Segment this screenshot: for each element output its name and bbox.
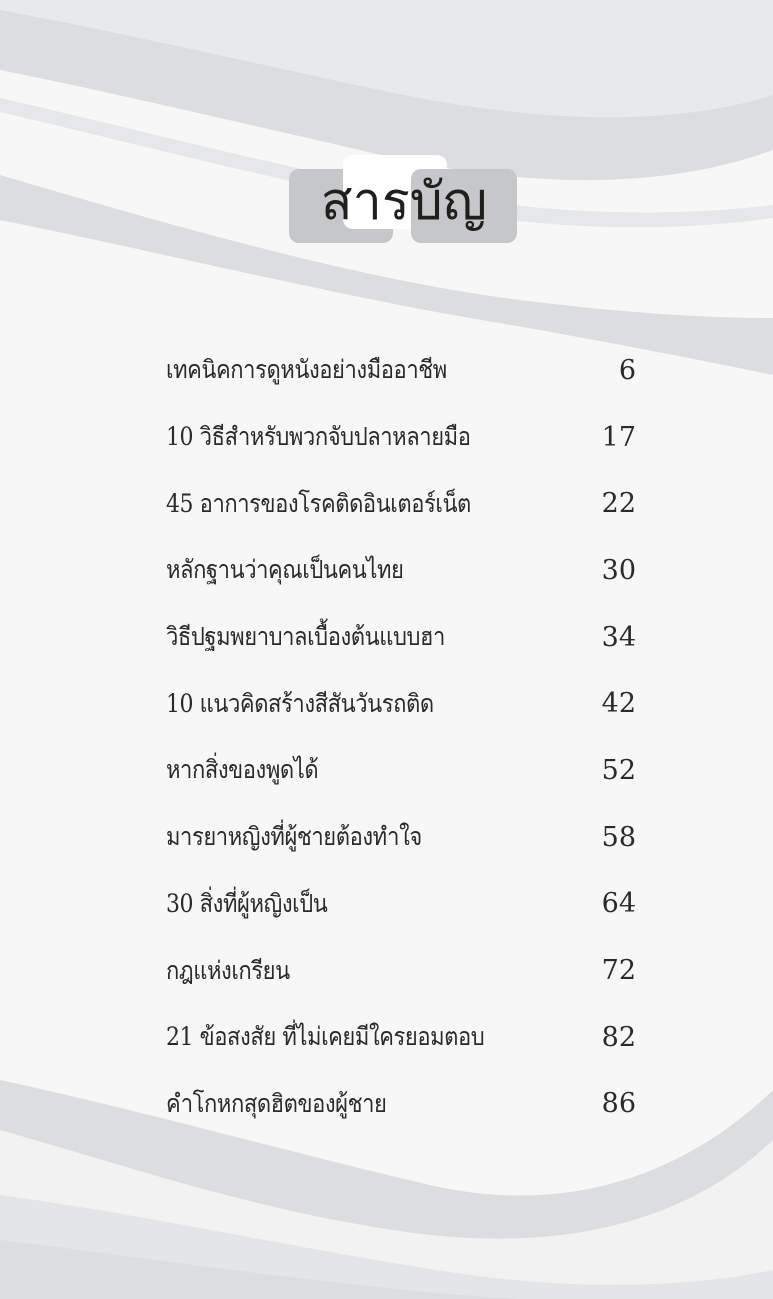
toc-entry-title: 10 แนวคิดสร้างสีสันวันรถติด — [166, 688, 434, 718]
toc-entry[interactable] — [166, 871, 636, 938]
toc-entry[interactable] — [166, 1004, 636, 1071]
toc-entry-page: 22 — [601, 488, 636, 520]
toc-entry-title: 30 สิ่งที่ผู้หญิงเป็น — [166, 888, 328, 918]
toc-entry-page: 58 — [601, 821, 636, 853]
toc-entry[interactable] — [166, 804, 636, 871]
toc-entry-page: 72 — [601, 955, 636, 987]
toc-entry-page: 17 — [601, 421, 636, 453]
toc-entry-page: 42 — [601, 688, 636, 720]
toc-entry-title: เทคนิคการดูหนังอย่างมืออาชีพ — [166, 355, 447, 385]
toc-entry-page: 64 — [601, 888, 636, 920]
toc-entry-title: หลักฐานว่าคุณเป็นคนไทย — [166, 555, 404, 585]
toc-entry-title: กฎแห่งเกรียน — [166, 955, 290, 985]
toc-entry-title: คำโกหกสุดฮิตของผู้ชาย — [166, 1088, 387, 1118]
toc-entry[interactable] — [166, 937, 636, 1004]
toc-entry-page: 30 — [601, 554, 636, 586]
toc-entry-page: 34 — [601, 621, 636, 653]
toc-entry-title: 21 ข้อสงสัย ที่ไม่เคยมีใครยอมตอบ — [166, 1022, 485, 1052]
toc-entry-page: 86 — [601, 1088, 636, 1120]
toc-entry[interactable] — [166, 470, 636, 537]
toc-entry-title: 10 วิธีสำหรับพวกจับปลาหลายมือ — [166, 422, 471, 452]
toc-entry[interactable] — [166, 404, 636, 471]
table-of-contents — [166, 337, 636, 1137]
toc-entry[interactable] — [166, 1071, 636, 1138]
toc-entry[interactable] — [166, 537, 636, 604]
toc-entry-page: 52 — [601, 754, 636, 786]
toc-entry-title: มารยาหญิงที่ผู้ชายต้องทำใจ — [166, 822, 422, 852]
toc-entry-page: 6 — [618, 354, 636, 386]
toc-entry-title: หากสิ่งของพูดได้ — [166, 755, 319, 785]
toc-entry[interactable] — [166, 670, 636, 737]
toc-entry-page: 82 — [601, 1021, 636, 1053]
toc-entry-title: 45 อาการของโรคติดอินเตอร์เน็ต — [166, 488, 471, 518]
toc-entry[interactable] — [166, 737, 636, 804]
page-title: สารบัญ — [320, 171, 488, 232]
toc-entry[interactable] — [166, 604, 636, 671]
toc-entry[interactable] — [166, 337, 636, 404]
toc-entry-title: วิธีปฐมพยาบาลเบื้องต้นแบบฮา — [166, 622, 445, 652]
title-plate — [289, 155, 519, 245]
